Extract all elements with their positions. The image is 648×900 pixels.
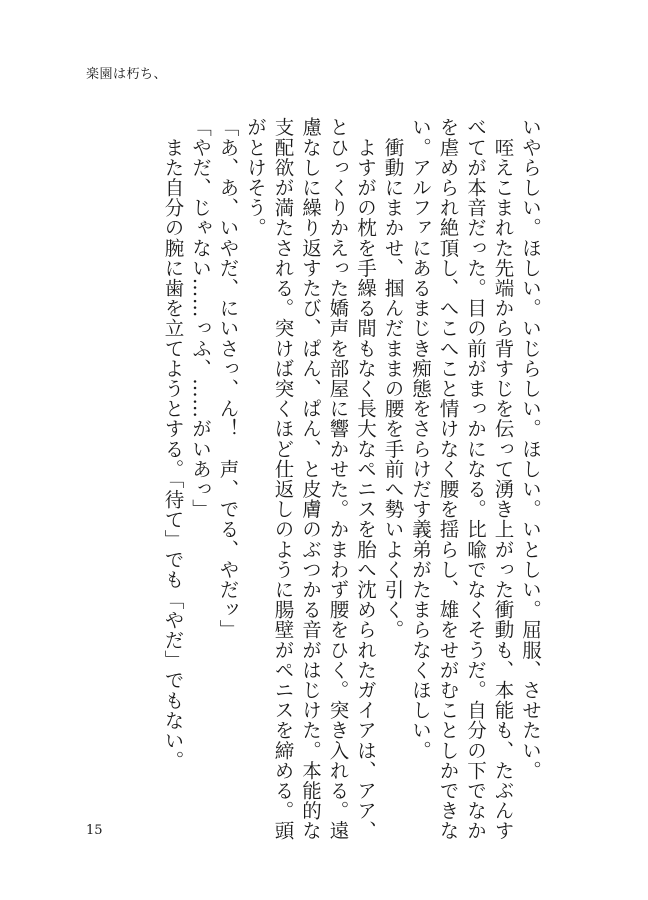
text-line: よすがの枕を手繰る間もなく長大なペニスを胎へ沈められたガイアは、アア、 — [354, 117, 377, 841]
text-line: がとけそう。 — [244, 117, 267, 238]
text-line: を虐められ絶頂し、へこへこと情けなく腰を揺らし、雄をせがむことしかできな — [436, 117, 460, 841]
text-line: い。アルファにあるまじき痴態をさらけだす義弟がたまらなくほしい。 — [409, 117, 432, 761]
text-line: とひっくりかえった嬌声を部屋に響かせた。かまわず腰をひく。突き入れる。遠 — [326, 117, 350, 841]
text-line: べてが本音だった。目の前がまっかになる。比喩でなくそうだ。自分の下でなか — [464, 117, 487, 841]
text-line: 「あ、あ、いやだ、にいさっ、ん！ 声、でる、やだッ」 — [216, 117, 240, 640]
page-number: 15 — [86, 823, 103, 838]
text-line: いやらしい。ほしい。いじらしい。ほしい。いとしい。屈服、させたい。 — [519, 117, 542, 781]
body-text — [159, 117, 544, 841]
text-line: 咥えこまれた先端から背すじを伝って湧き上がった衝動も、本能も、たぶんす — [491, 117, 515, 841]
text-line: 衝動にまかせ、掴んだままの腰を手前へ勢いよく引く。 — [381, 117, 405, 640]
text-line: 支配欲が満たされる。突けば突くほど仕返しのように腸壁がペニスを締める。頭 — [271, 117, 295, 841]
text-line: 慮なしに繰り返すたび、ぱん、ぱん、と皮膚のぶつかる音がはじけた。本能的な — [299, 117, 322, 841]
text-line: また自分の腕に歯を立てようとする。「待て」でも「やだ」でもない。 — [161, 117, 185, 771]
running-head: 楽園は朽ち、 — [86, 67, 168, 82]
text-line: 「やだ、じゃない……っふ、……がいあっ」 — [189, 117, 212, 519]
